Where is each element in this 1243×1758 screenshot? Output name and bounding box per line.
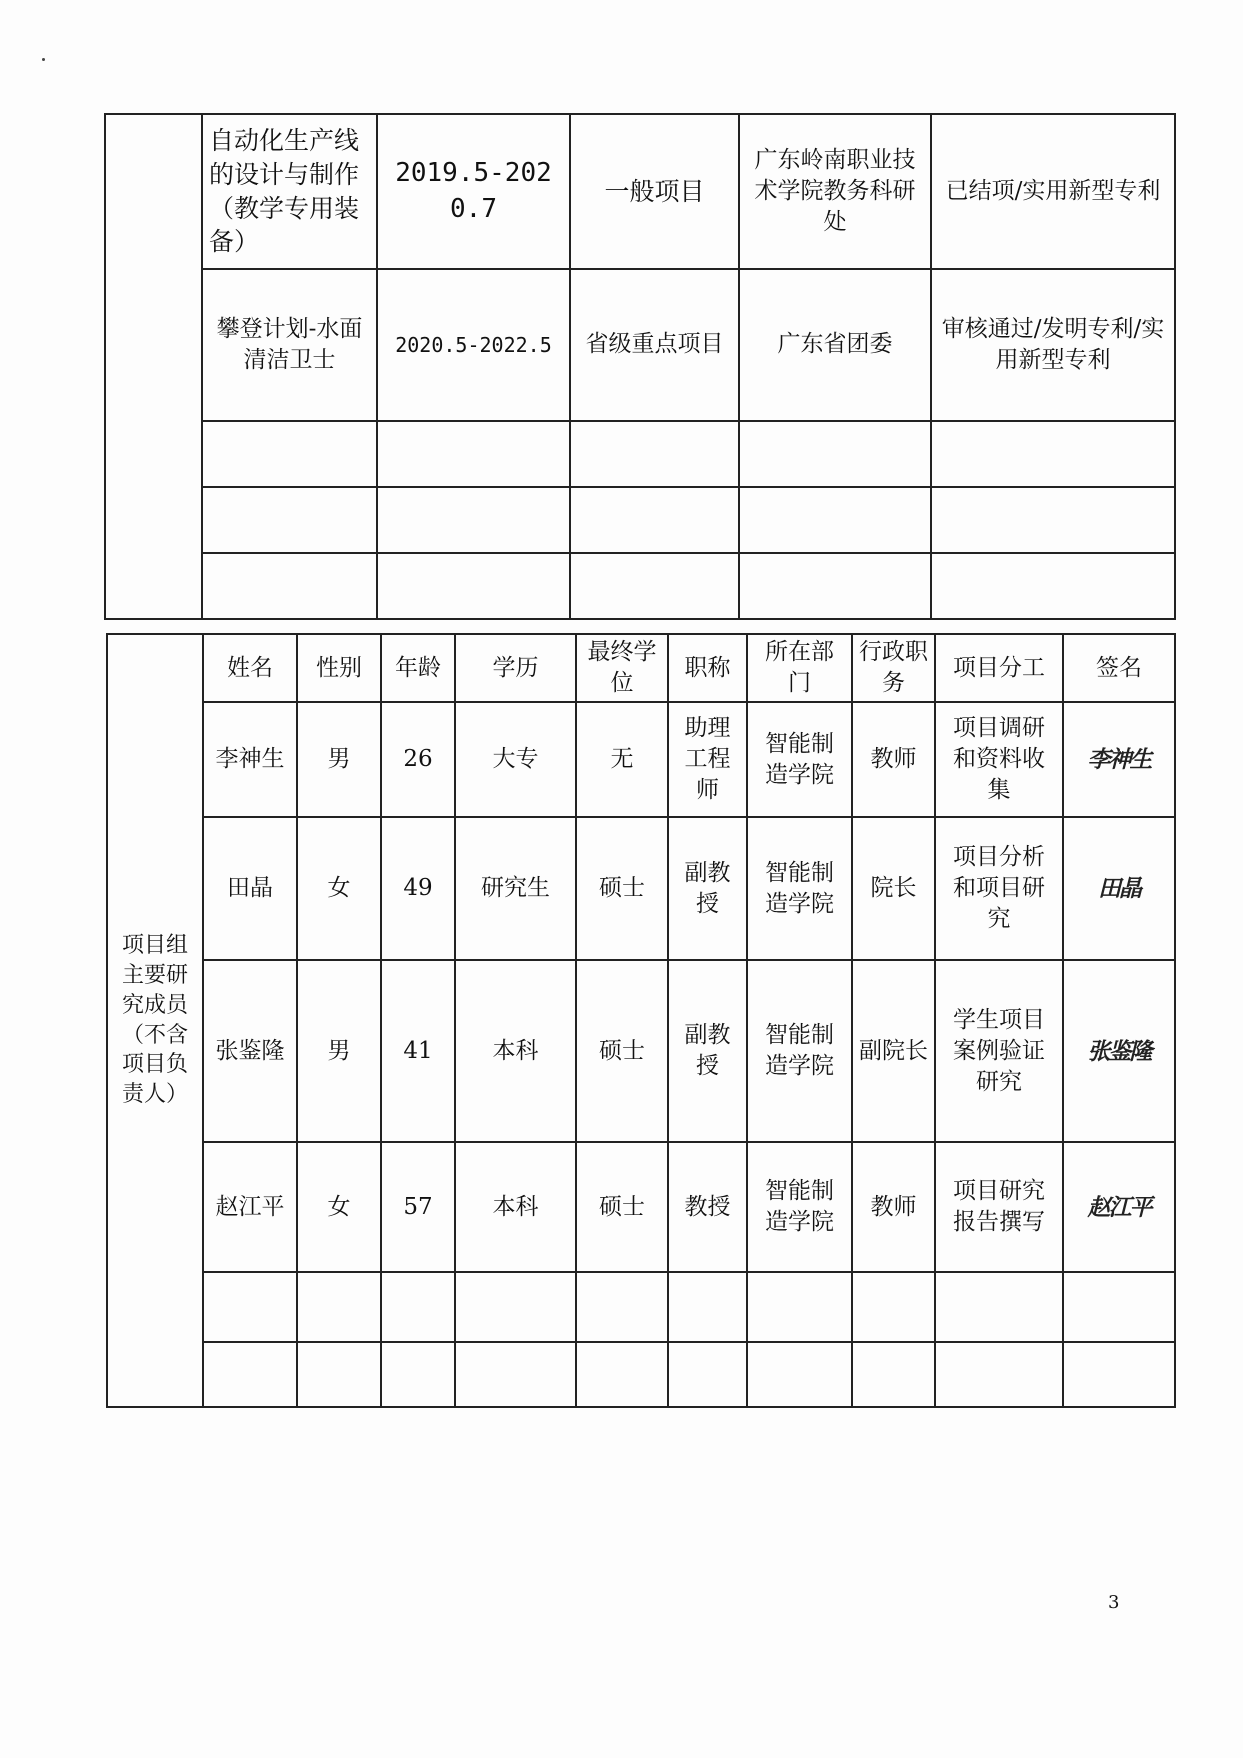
member-department: 智能制造学院 [747,817,852,960]
member-gender: 女 [297,1142,381,1272]
member-title: 助理工程师 [668,702,747,817]
project-name: 攀登计划-水面清洁卫士 [202,269,377,421]
member-role: 项目调研和资料收集 [935,702,1063,817]
empty-project-row [105,421,1175,487]
member-role: 项目研究报告撰写 [935,1142,1063,1272]
projects-table [104,113,1176,620]
header-degree: 最终学位 [576,634,668,702]
member-role: 学生项目案例验证研究 [935,960,1063,1142]
header-admin-post: 行政职务 [852,634,935,702]
empty-project-row [105,553,1175,619]
member-department: 智能制造学院 [747,702,852,817]
empty-member-row [107,1272,1175,1342]
members-section-label: 项目组主要研究成员（不含项目负责人） [107,634,203,1407]
member-education: 本科 [455,960,576,1142]
member-education: 本科 [455,1142,576,1272]
member-admin-post: 院长 [852,817,935,960]
member-age: 57 [381,1142,455,1272]
members-header-row [107,634,1175,702]
member-admin-post: 教师 [852,702,935,817]
member-title: 教授 [668,1142,747,1272]
member-role: 项目分析和项目研究 [935,817,1063,960]
member-name: 赵江平 [203,1142,297,1272]
project-status: 已结项/实用新型专利 [931,114,1175,269]
member-education: 大专 [455,702,576,817]
header-title: 职称 [668,634,747,702]
member-age: 49 [381,817,455,960]
member-age: 41 [381,960,455,1142]
member-gender: 男 [297,702,381,817]
member-name: 田晶 [203,817,297,960]
member-signature: 赵江平 [1063,1142,1175,1272]
member-admin-post: 教师 [852,1142,935,1272]
project-level: 省级重点项目 [570,269,739,421]
member-signature: 李神生 [1063,702,1175,817]
header-name: 姓名 [203,634,297,702]
member-row [107,960,1175,1142]
project-org: 广东岭南职业技术学院教务科研处 [739,114,931,269]
projects-label-cell [105,114,202,619]
header-gender: 性别 [297,634,381,702]
member-degree: 无 [576,702,668,817]
member-department: 智能制造学院 [747,1142,852,1272]
empty-member-row [107,1342,1175,1407]
member-gender: 女 [297,817,381,960]
members-table [106,633,1176,1408]
member-title: 副教授 [668,817,747,960]
empty-project-row [105,487,1175,553]
member-admin-post: 副院长 [852,960,935,1142]
header-department: 所在部门 [747,634,852,702]
member-degree: 硕士 [576,817,668,960]
header-role: 项目分工 [935,634,1063,702]
member-signature: 张鉴隆 [1063,960,1175,1142]
member-degree: 硕士 [576,1142,668,1272]
member-department: 智能制造学院 [747,960,852,1142]
member-signature: 田晶 [1063,817,1175,960]
header-education: 学历 [455,634,576,702]
member-row [107,702,1175,817]
header-age: 年龄 [381,634,455,702]
member-row [107,1142,1175,1272]
project-level: 一般项目 [570,114,739,269]
page-number: 3 [1108,1592,1120,1613]
project-row [105,114,1175,269]
scan-speck [42,58,45,61]
project-period: 2020.5-2022.5 [377,269,570,421]
header-signature: 签名 [1063,634,1175,702]
member-gender: 男 [297,960,381,1142]
project-row [105,269,1175,421]
member-name: 李神生 [203,702,297,817]
project-period: 2019.5-2020.7 [377,114,570,269]
member-title: 副教授 [668,960,747,1142]
member-age: 26 [381,702,455,817]
member-name: 张鉴隆 [203,960,297,1142]
project-org: 广东省团委 [739,269,931,421]
member-education: 研究生 [455,817,576,960]
member-row [107,817,1175,960]
project-status: 审核通过/发明专利/实用新型专利 [931,269,1175,421]
member-degree: 硕士 [576,960,668,1142]
project-name: 自动化生产线的设计与制作（教学专用装备） [202,114,377,269]
